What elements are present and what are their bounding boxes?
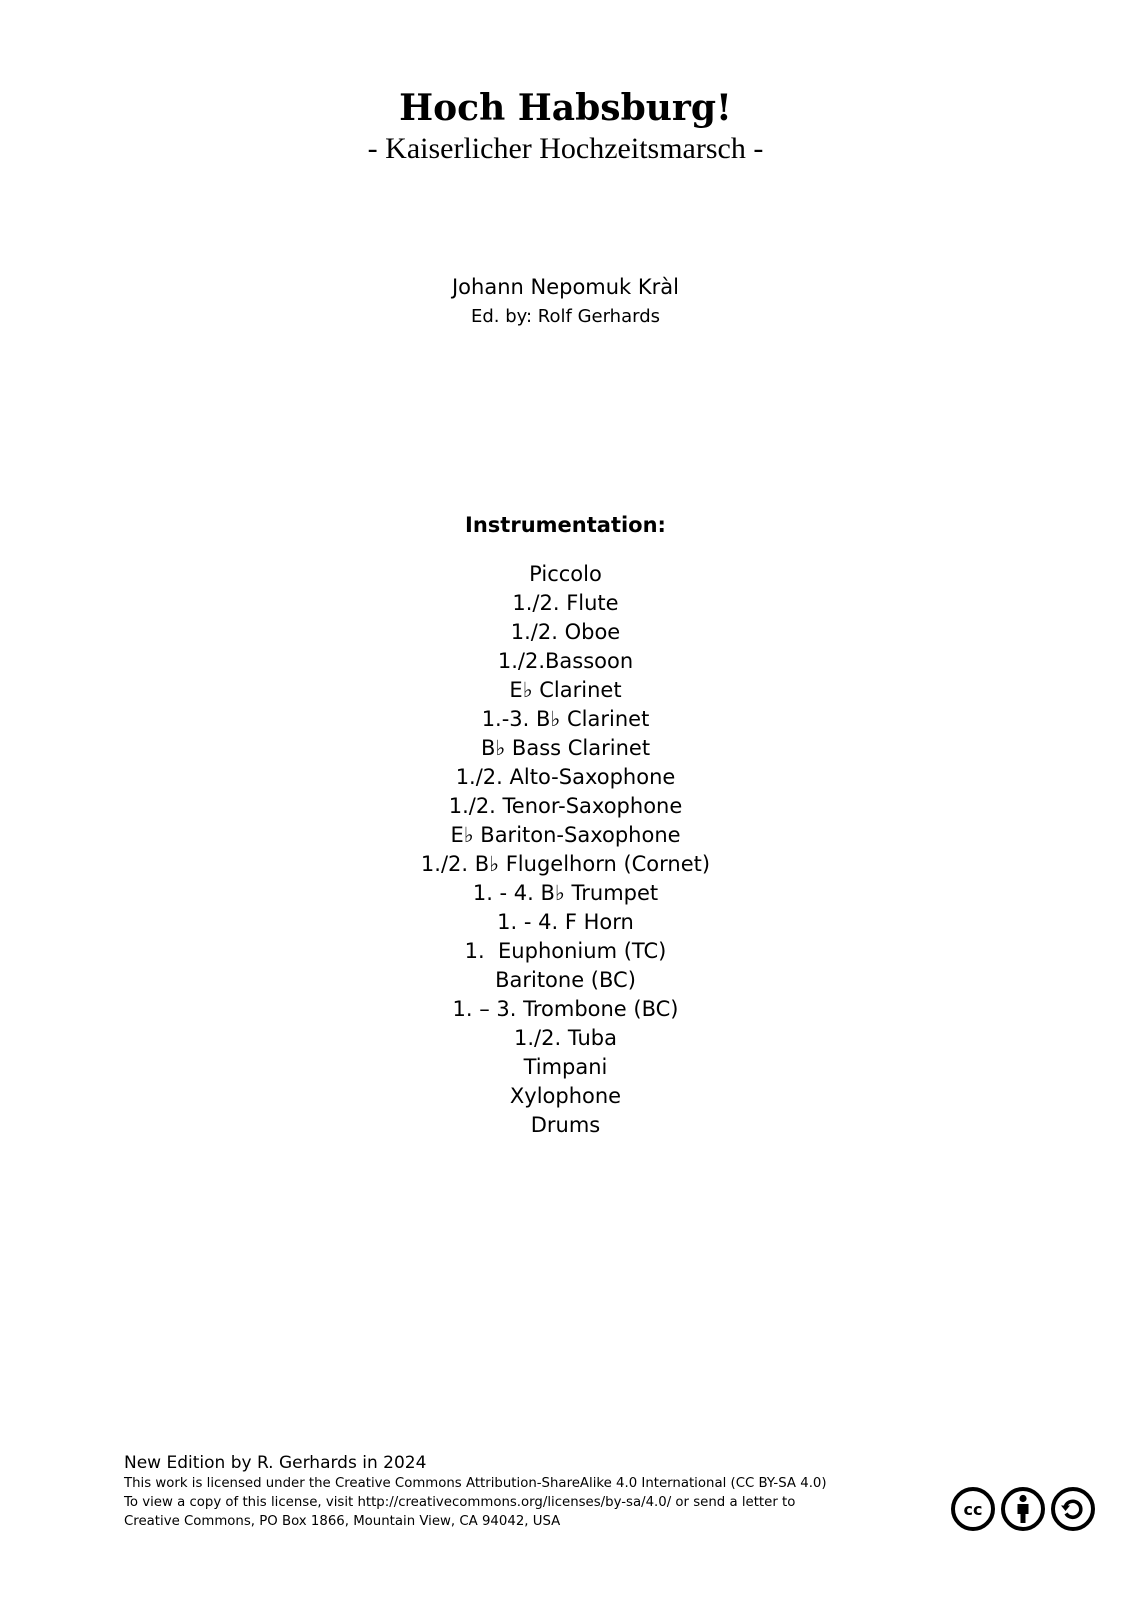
instrument-item: 1. - 4. B♭ Trumpet [472, 881, 659, 905]
cc-license-badges [950, 1486, 1100, 1532]
by-attribution-icon [1000, 1486, 1046, 1532]
instrument-item: Drums [530, 1113, 601, 1137]
instrument-item: E♭ Bariton-Saxophone [450, 823, 681, 847]
instrument-item: 1. – 3. Trombone (BC) [452, 997, 679, 1021]
instrument-item: 1.-3. B♭ Clarinet [481, 707, 650, 731]
instrument-item: 1./2. Tenor-Saxophone [448, 794, 683, 818]
instrument-item: 1./2. Oboe [510, 620, 621, 644]
instrumentation-heading: Instrumentation: [465, 513, 666, 537]
instrument-item: 1./2. B♭ Flugelhorn (Cornet) [420, 852, 711, 876]
instrument-item: 1./2.Bassoon [497, 649, 634, 673]
license-text-line-3: Creative Commons, PO Box 1866, Mountain View, CA 94042, USA [124, 1514, 561, 1529]
editor-credit: Ed. by: Rolf Gerhards [471, 306, 660, 327]
score-title: Hoch Habsburg! [399, 87, 732, 129]
cc-icon [950, 1486, 996, 1532]
instrument-item: B♭ Bass Clarinet [480, 736, 651, 760]
instrument-item: 1./2. Tuba [514, 1026, 617, 1050]
instrument-item: 1. - 4. F Horn [497, 910, 634, 934]
license-footer [124, 1453, 954, 1531]
instrumentation-list [0, 560, 1131, 1140]
instrument-item: Piccolo [529, 562, 602, 586]
instrument-item: E♭ Clarinet [509, 678, 622, 702]
instrument-item: Timpani [523, 1055, 608, 1079]
license-text-line-1: This work is licensed under the Creative Commons Attribution-ShareAlike 4.0 International (CC BY-SA 4.0) [124, 1476, 827, 1491]
license-text-line-2: To view a copy of this license, visit http://creativecommons.org/licenses/by-sa/4.0/ or send a letter to [124, 1495, 796, 1510]
edition-note: New Edition by R. Gerhards in 2024 [124, 1453, 427, 1473]
cc-icon-text: cc [963, 1500, 983, 1519]
composer-name: Johann Nepomuk Kràl [451, 275, 680, 299]
instrument-item: Baritone (BC) [495, 968, 636, 992]
instrument-item: Xylophone [509, 1084, 622, 1108]
instrument-item: 1./2. Flute [512, 591, 619, 615]
sa-sharealike-icon [1050, 1486, 1096, 1532]
instrument-item: 1./2. Alto-Saxophone [455, 765, 676, 789]
score-subtitle: - Kaiserlicher Hochzeitsmarsch - [367, 132, 764, 165]
instrument-item: 1. Euphonium (TC) [464, 939, 667, 963]
